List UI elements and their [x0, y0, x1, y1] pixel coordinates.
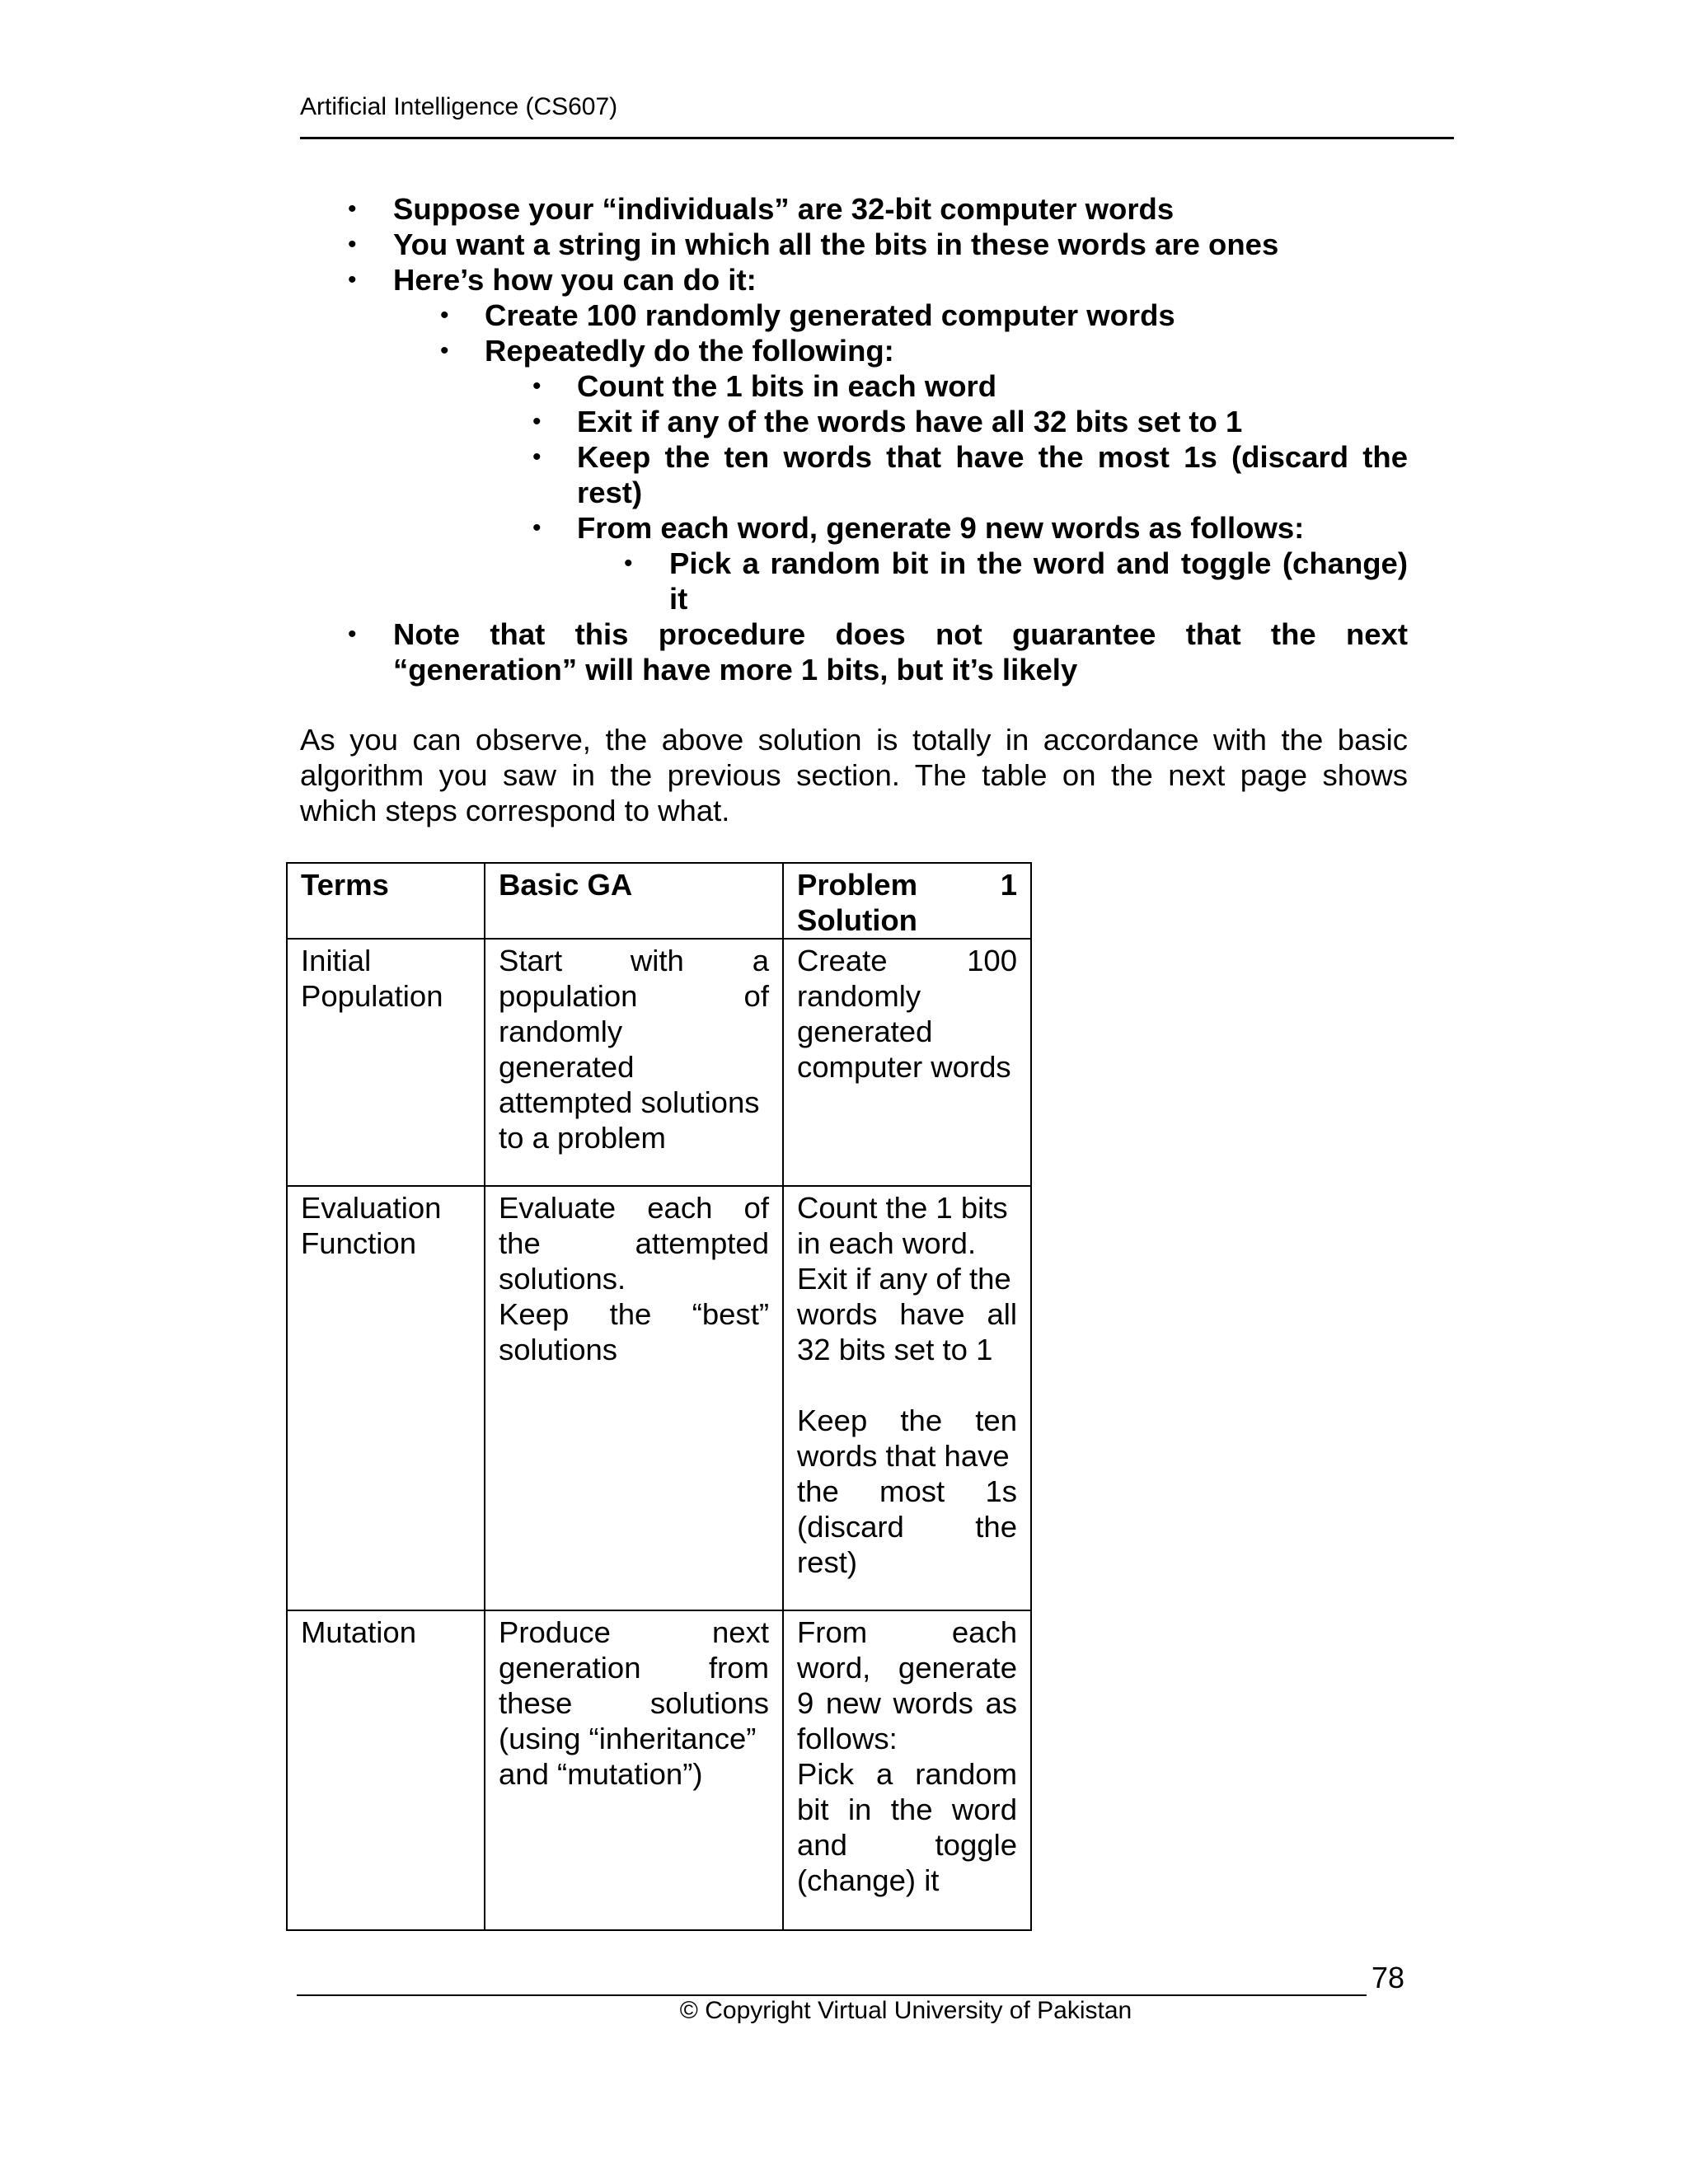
bullet-marker: •: [532, 408, 542, 435]
bullet-text: Suppose your “individuals” are 32-bit computer words: [393, 192, 1175, 226]
cell-line: Create 100: [797, 944, 1017, 977]
solution-cell: [783, 1610, 1031, 1930]
cell-line: word, generate: [797, 1651, 1017, 1685]
cell-line: Function: [301, 1226, 416, 1260]
bullet-marker: •: [440, 302, 449, 329]
body-paragraph: [300, 722, 1408, 828]
cell-line: the attempted: [499, 1226, 769, 1260]
basic-ga-cell: [485, 1610, 783, 1930]
header-basic-ga: Basic GA: [485, 863, 783, 939]
cell-line: Evaluate each of: [499, 1191, 769, 1225]
cell-line: 32 bits set to 1: [797, 1333, 993, 1366]
cell-line: (discard the: [797, 1510, 1017, 1544]
cell-line: 9 new words as: [797, 1686, 1017, 1720]
header-rule: [300, 137, 1454, 139]
bullet-text: From each word, generate 9 new words as follows:: [577, 511, 1305, 545]
cell-line: words have all: [797, 1297, 1017, 1331]
term-cell: [287, 1610, 485, 1930]
cell-line: Evaluation: [301, 1191, 442, 1225]
bullet-marker: •: [348, 195, 357, 223]
cell-line: these solutions: [499, 1686, 769, 1720]
basic-ga-cell: [485, 1186, 783, 1610]
bullet-text: Repeatedly do the following:: [485, 334, 894, 368]
cell-line: Initial: [301, 944, 372, 977]
cell-line: in each word.: [797, 1226, 977, 1260]
cell-line: and toggle: [797, 1828, 1017, 1862]
cell-line: rest): [797, 1545, 857, 1579]
cell-line: Exit if any of the: [797, 1262, 1011, 1296]
bullet-text: “generation” will have more 1 bits, but it’s likely: [393, 653, 1078, 687]
table-row: [287, 1186, 1031, 1610]
cell-line: Produce next: [499, 1615, 769, 1649]
solution-cell: [783, 939, 1031, 1186]
bullet-marker: •: [348, 266, 357, 293]
table-header-row: [287, 863, 1031, 939]
header-problem-solution: [783, 863, 1031, 939]
cell-line: Mutation: [301, 1615, 416, 1649]
cell-line: and “mutation”): [499, 1757, 703, 1791]
header-line: Problem 1: [797, 868, 1017, 902]
cell-line: attempted solutions: [499, 1085, 760, 1119]
cell-line: From each: [797, 1615, 1017, 1649]
cell-line: Pick a random: [797, 1757, 1017, 1791]
cell-line: words that have: [797, 1439, 1010, 1473]
paragraph-line: which steps correspond to what.: [300, 794, 730, 827]
bullet-text: Count the 1 bits in each word: [577, 369, 997, 403]
bullet-marker: •: [440, 337, 449, 364]
bullet-text: Here’s how you can do it:: [393, 263, 757, 297]
page-number: 78: [1372, 1961, 1405, 1994]
cell-line: Keep the “best”: [499, 1297, 769, 1331]
bullet-marker: •: [532, 514, 542, 541]
cell-line: to a problem: [499, 1121, 666, 1155]
term-cell: [287, 1186, 485, 1610]
cell-line: Keep the ten: [797, 1404, 1017, 1437]
cell-line: generation from: [499, 1651, 769, 1685]
bullet-text: You want a string in which all the bits in these words are ones: [393, 227, 1279, 261]
copyright-notice: © Copyright Virtual University of Pakistan: [679, 1997, 1132, 2024]
cell-line: bit in the word: [797, 1793, 1017, 1826]
bullet-text: rest): [577, 476, 643, 509]
document-header-title: Artificial Intelligence (CS607): [300, 93, 618, 120]
cell-line: randomly: [797, 979, 921, 1013]
paragraph-line: algorithm you saw in the previous section. The table on the next page shows: [300, 758, 1408, 792]
cell-line: (change) it: [797, 1863, 940, 1897]
bullet-marker: •: [348, 621, 357, 648]
bullet-marker: •: [532, 443, 542, 471]
bullet-text: it: [669, 582, 688, 616]
bullet-text: Exit if any of the words have all 32 bits set to 1: [577, 405, 1243, 438]
header-line: Solution: [797, 903, 917, 937]
cell-line: computer words: [797, 1050, 1011, 1084]
cell-line: Population: [301, 979, 443, 1013]
header-terms: Terms: [287, 863, 485, 939]
cell-line: solutions: [499, 1333, 618, 1366]
bullet-text: Note that this procedure does not guarantee that the next: [393, 617, 1408, 651]
ga-comparison-table: [286, 862, 1032, 1931]
cell-line: generated: [499, 1050, 635, 1084]
cell-line: [797, 1367, 1017, 1403]
cell-line: the most 1s: [797, 1474, 1017, 1508]
cell-line: generated: [797, 1015, 933, 1048]
cell-line: follows:: [797, 1722, 898, 1755]
bullet-text: Create 100 randomly generated computer words: [485, 298, 1175, 332]
bullet-text: Keep the ten words that have the most 1s (discard the: [577, 440, 1408, 474]
bullet-marker: •: [624, 550, 633, 577]
cell-line: (using “inheritance”: [499, 1722, 757, 1755]
term-cell: [287, 939, 485, 1186]
bullet-marker: •: [532, 373, 542, 400]
cell-line: Start with a: [499, 944, 769, 977]
paragraph-line: As you can observe, the above solution is totally in accordance with the basic: [300, 723, 1408, 757]
cell-line: Count the 1 bits: [797, 1191, 1008, 1225]
table-row: [287, 1610, 1031, 1930]
cell-line: solutions.: [499, 1262, 626, 1296]
cell-line: randomly: [499, 1015, 623, 1048]
bullet-marker: •: [348, 231, 357, 258]
table-row: [287, 939, 1031, 1186]
basic-ga-cell: [485, 939, 783, 1186]
cell-line: population of: [499, 979, 769, 1013]
solution-cell: [783, 1186, 1031, 1610]
bullet-text: Pick a random bit in the word and toggle (change): [669, 546, 1408, 580]
